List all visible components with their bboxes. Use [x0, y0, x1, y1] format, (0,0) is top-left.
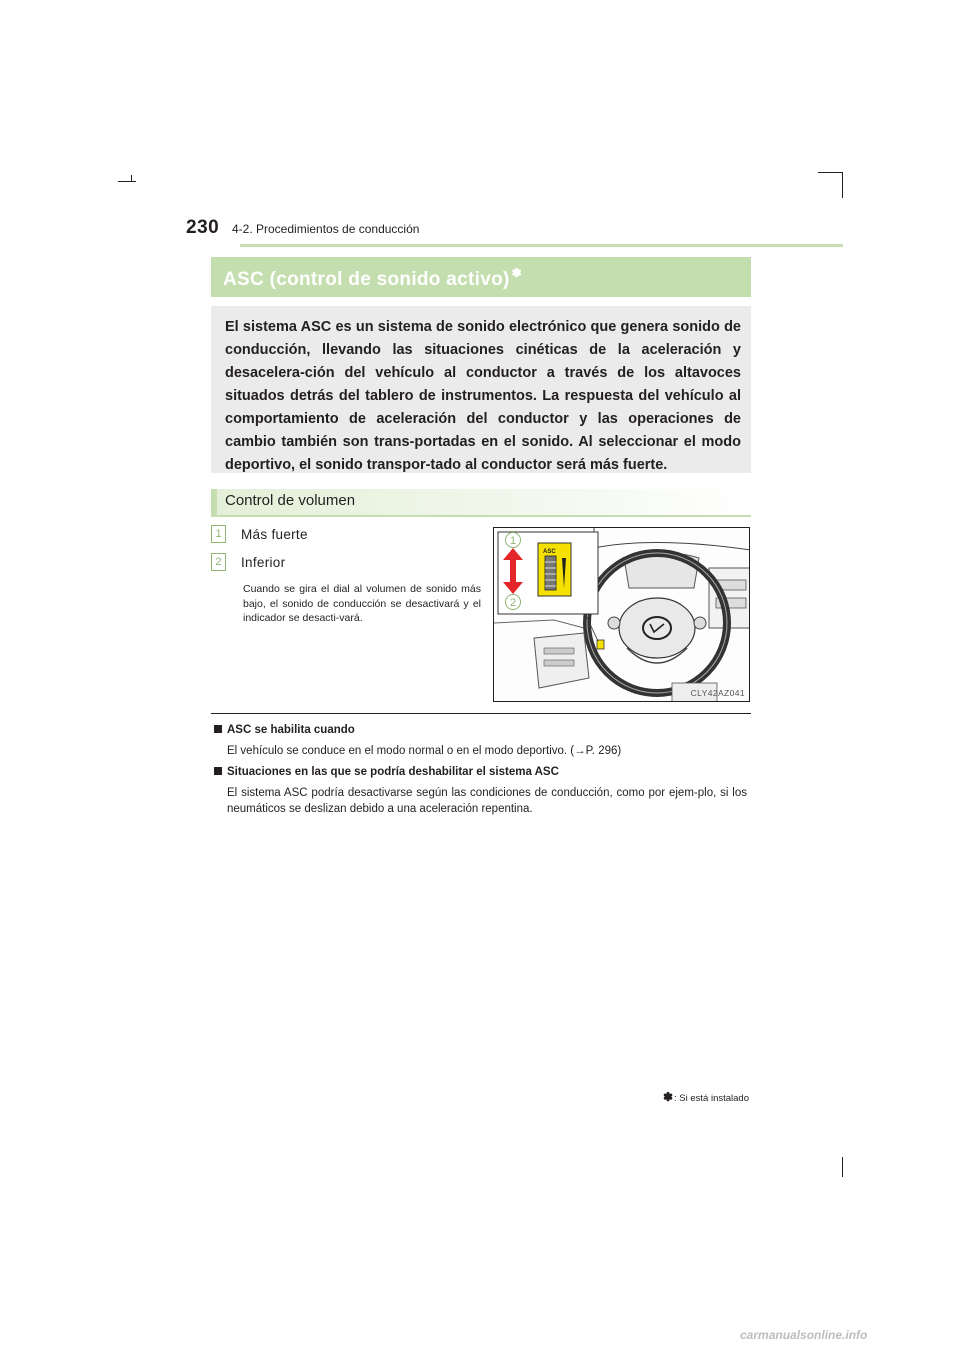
- item-note: Cuando se gira el dial al volumen de sonido más bajo, el sonido de conducción se desactivará y el indicador se desacti-vará.: [243, 583, 481, 624]
- note-heading-text: ASC se habilita cuando: [227, 724, 355, 736]
- number-badge: 2: [211, 553, 226, 571]
- footnote: [663, 1090, 749, 1104]
- watermark: carmanualsonline.info: [740, 1328, 868, 1342]
- header-rule: [240, 244, 843, 247]
- subsection-heading: Control de volumen: [211, 489, 751, 517]
- section-title: [211, 257, 751, 297]
- footnote-marker: ✽: [662, 1090, 673, 1104]
- note-heading-text: Situaciones en las que se podría deshabilitar el sistema ASC: [227, 766, 559, 778]
- crop-mark: [842, 1157, 843, 1177]
- crop-mark: [818, 172, 843, 173]
- footnote-text: : Si está instalado: [674, 1093, 749, 1104]
- dashboard-illustration: [493, 527, 750, 702]
- square-bullet-icon: [214, 725, 222, 733]
- divider: [211, 713, 751, 714]
- callout-2: 2: [509, 597, 517, 609]
- number-badge: 1: [211, 525, 226, 543]
- crop-mark: [118, 181, 136, 182]
- note-heading: [214, 766, 559, 778]
- figure-code: CLY42AZ041: [690, 688, 745, 698]
- list-item: [211, 553, 285, 571]
- intro-paragraph: El sistema ASC es un sistema de sonido electrónico que genera sonido de conducción, llevando las situaciones cinéticas de la aceleración y desacelera-ción del vehículo al conductor a través de los altavoces situados detrás del tablero de instrumentos. La respuesta del vehículo al comportamiento de aceleración del conductor y las operaciones de cambio también son trans-portadas en el sonido. Al seleccionar el modo deportivo, el sonido transpor-tado al conductor será más fuerte.: [211, 306, 751, 473]
- note-body: El sistema ASC podría desactivarse según las condiciones de conducción, como por ejem-plo, si los neumáticos se deslizan debido a una aceleración repentina.: [227, 787, 747, 815]
- optional-marker: ✽: [511, 266, 522, 280]
- square-bullet-icon: [214, 767, 222, 775]
- list-item: [211, 525, 308, 543]
- crop-mark: [842, 172, 843, 198]
- item-label: Inferior: [241, 554, 286, 570]
- callout-1: 1: [509, 535, 517, 547]
- note-body: El vehículo se conduce en el modo normal o en el modo deportivo. (→P. 296): [227, 745, 622, 757]
- page-number: 230: [186, 217, 220, 238]
- section-title-text: ASC (control de sonido activo): [223, 269, 510, 290]
- note-heading: [214, 724, 355, 736]
- switch-label: ASC: [543, 549, 556, 555]
- chapter-title: 4-2. Procedimientos de conducción: [232, 222, 420, 236]
- item-label: Más fuerte: [241, 526, 308, 542]
- steering-wheel-drawing: [494, 528, 750, 702]
